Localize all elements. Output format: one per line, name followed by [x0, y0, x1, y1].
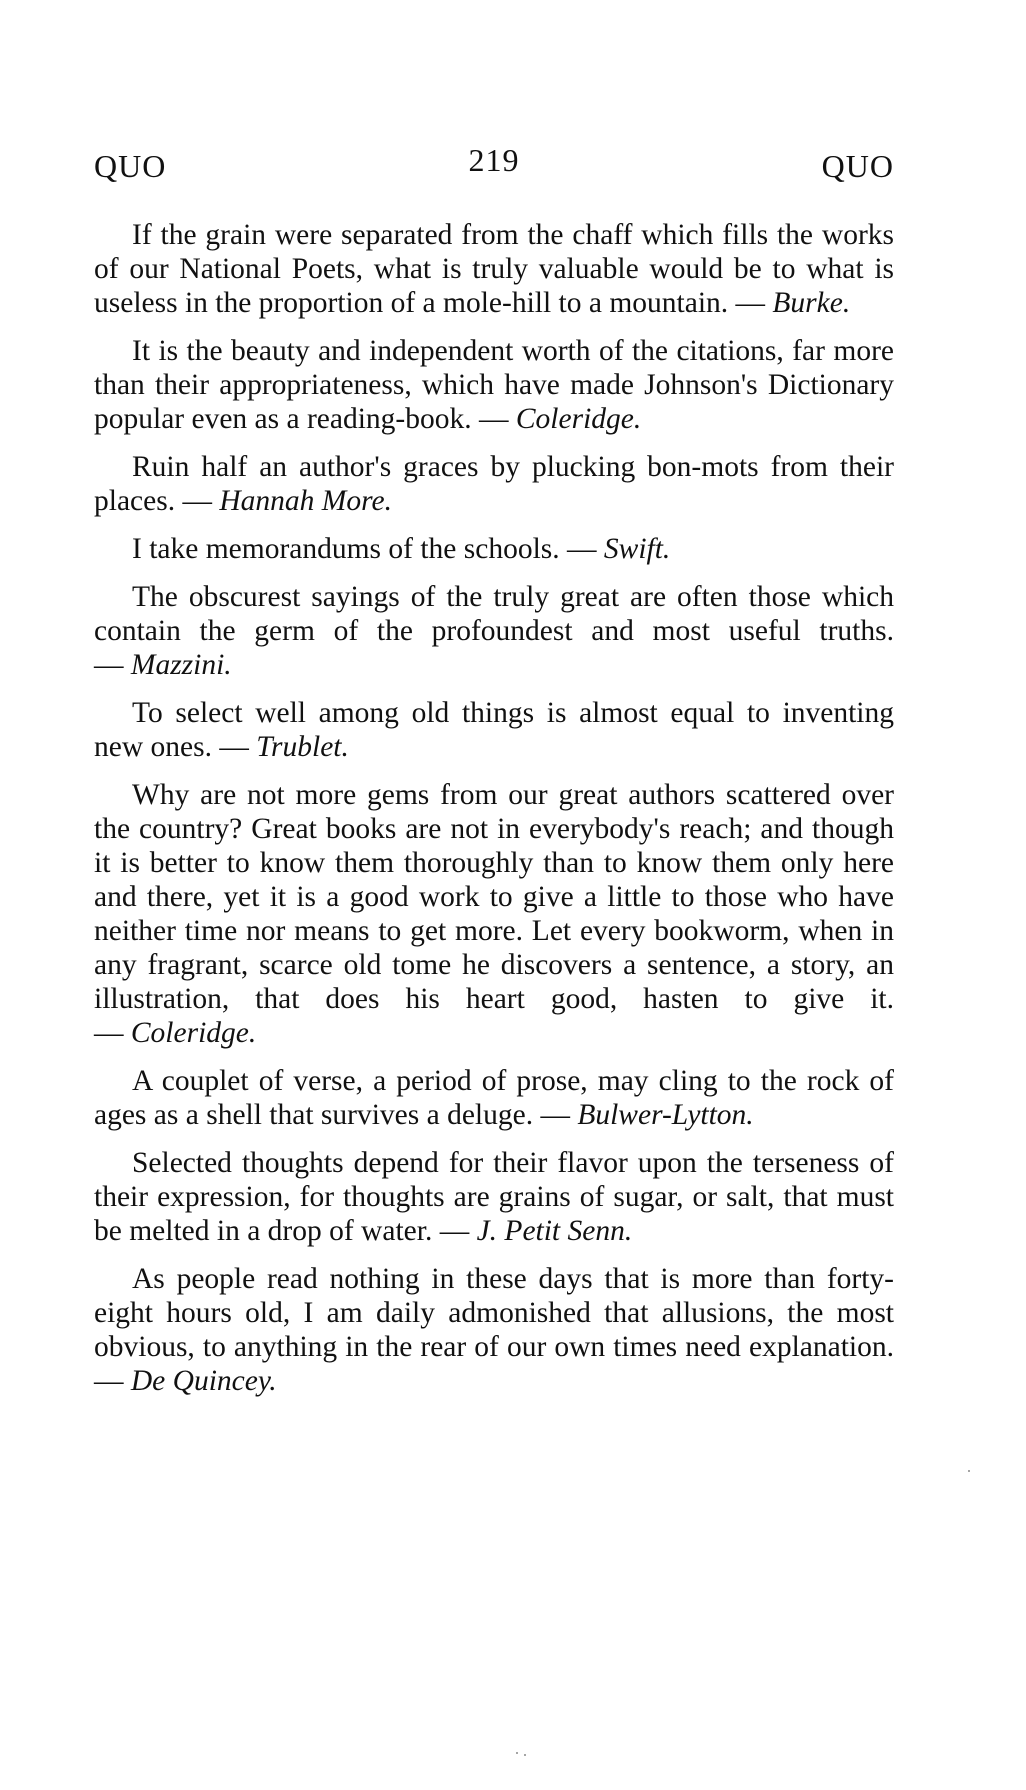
attribution-dash: — [94, 649, 131, 681]
quotation-author: Coleridge. [515, 403, 642, 435]
quotation-author: J. Petit Senn. [476, 1215, 633, 1247]
quotation [94, 334, 894, 436]
quotation [94, 218, 894, 320]
quotation-text: Ruin half an author's graces by plucking bon-mots from their places. [94, 451, 894, 517]
running-head-right: QUO [821, 148, 894, 184]
quotation [94, 450, 894, 518]
quotation [94, 778, 894, 1050]
quotation [94, 580, 894, 682]
quotation [94, 1146, 894, 1248]
running-head-left: QUO [94, 148, 167, 184]
quotation-author: Coleridge. [130, 1017, 257, 1049]
quotation-text: It is the beauty and independent worth of the citations, far more than their appropriateness, which have made Johnson's Dictionary popular even as a reading-book. [94, 335, 894, 435]
attribution-dash: — [432, 1215, 477, 1247]
quotation-author: Burke. [772, 287, 851, 319]
attribution-dash: — [533, 1099, 578, 1131]
attribution-dash: — [728, 287, 773, 319]
quotation-list [94, 218, 894, 1412]
quotation-text: Why are not more gems from our great authors scattered over the country? Great books are not in everybody's reach; and though it is better to know them thoroughly than to know them only here and there, yet it is a good work to give a little to those who have neither time nor means to get more. Let every bookworm, when in any fragrant, scarce old tome he discovers a sentence, a story, an illustration, that does his heart good, hasten to give it. [94, 779, 894, 1015]
quotation-author: Hannah More. [219, 485, 392, 517]
quotation [94, 1262, 894, 1398]
quotation-author: Bulwer-Lytton. [577, 1099, 754, 1131]
quotation-text: I take memorandums of the schools. [132, 533, 560, 565]
quotation-author: Trublet. [256, 731, 349, 763]
quotation [94, 532, 894, 566]
quotation-text: The obscurest sayings of the truly great are often those which contain the germ of the profoundest and most useful truths. [94, 581, 894, 647]
running-head [94, 142, 894, 192]
attribution-dash: — [559, 533, 604, 565]
quotation-author: De Quincey. [130, 1365, 277, 1397]
attribution-dash: — [471, 403, 516, 435]
attribution-dash: — [94, 1365, 131, 1397]
paper-speck [524, 1754, 526, 1756]
quotation [94, 1064, 894, 1132]
quotation-text: Selected thoughts depend for their flavor upon the terseness of their expression, for thoughts are grains of sugar, or salt, that must be melted in a drop of water. [94, 1147, 894, 1247]
attribution-dash: — [94, 1017, 131, 1049]
attribution-dash: — [211, 731, 257, 763]
quotation-author: Swift. [603, 533, 671, 565]
quotation-text: To select well among old things is almost equal to inventing new ones. [94, 697, 894, 763]
quotation-author: Mazzini. [130, 649, 232, 681]
quotation-text: A couplet of verse, a period of prose, may cling to the rock of ages as a shell that survives a deluge. [94, 1065, 894, 1131]
paper-speck [968, 1470, 970, 1472]
attribution-dash: — [175, 485, 220, 517]
page-number: 219 [468, 142, 520, 178]
quotation-text: If the grain were separated from the chaff which fills the works of our National Poets, what is truly valuable would be to what is useless in the proportion of a mole-hill to a mountain. [94, 219, 894, 319]
quotation-text: As people read nothing in these days that is more than forty-eight hours old, I am daily admonished that allusions, the most obvious, to anything in the rear of our own times need explanation. [94, 1263, 894, 1363]
paper-speck [516, 1752, 518, 1754]
quotation [94, 696, 894, 764]
